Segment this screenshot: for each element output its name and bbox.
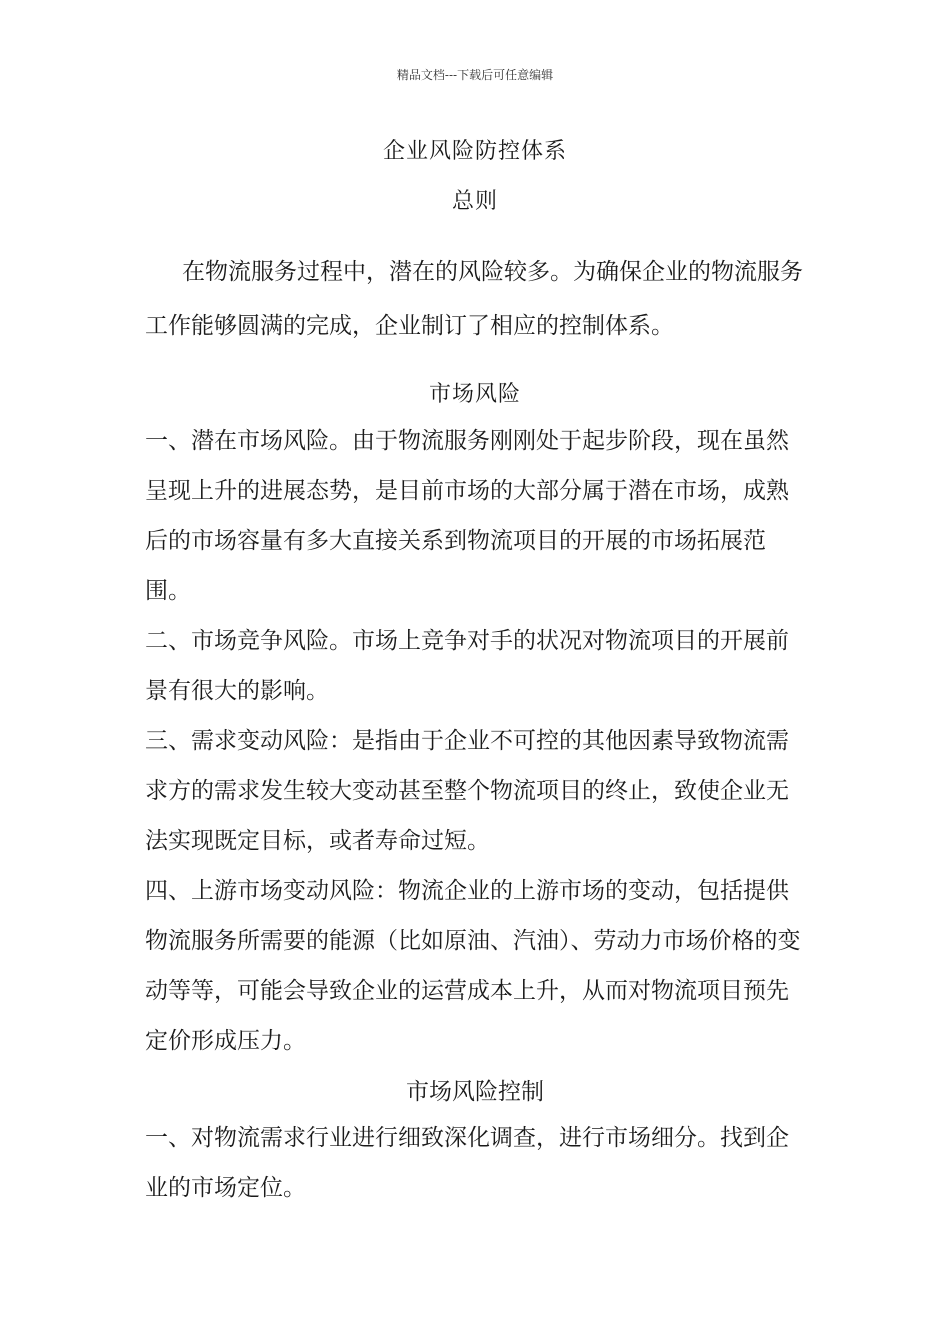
section-heading-market-risk: 市场风险: [428, 382, 521, 407]
market-risk-control-item: 一、对物流需求行业进行细致深化调查，进行市场细分。找到企业的市场定位。: [145, 1125, 789, 1201]
section-heading-market-risk-control: 市场风险控制: [406, 1079, 544, 1105]
document-title: 企业风险防控体系: [382, 139, 567, 164]
section-heading-general: 总则: [451, 189, 498, 214]
market-risk-item: 一、潜在市场风险。由于物流服务刚刚处于起步阶段，现在虽然呈现上升的进展态势，是目前市场的大部分属于潜在市场，成熟后的市场容量有多大直接关系到物流项目的开展的市场拓展范围。: [145, 428, 789, 604]
market-risk-item: 三、需求变动风险：是指由于企业不可控的其他因素导致物流需求方的需求发生较大变动甚至整个物流项目的终止，致使企业无法实现既定目标，或者寿命过短。: [145, 728, 789, 854]
header-note: 精品文档---下载后可任意编辑: [396, 68, 554, 82]
market-risk-item: 二、市场竞争风险。市场上竞争对手的状况对物流项目的开展前景有很大的影响。: [145, 628, 789, 704]
market-risk-item: 四、上游市场变动风险：物流企业的上游市场的变动，包括提供物流服务所需要的能源（比如原油、汽油）、劳动力市场价格的变动等等，可能会导致企业的运营成本上升，从而对物流项目预先定价形成压力。: [145, 878, 801, 1054]
intro-paragraph: 在物流服务过程中，潜在的风险较多。为确保企业的物流服务工作能够圆满的完成，企业制订了相应的控制体系。: [145, 259, 803, 339]
